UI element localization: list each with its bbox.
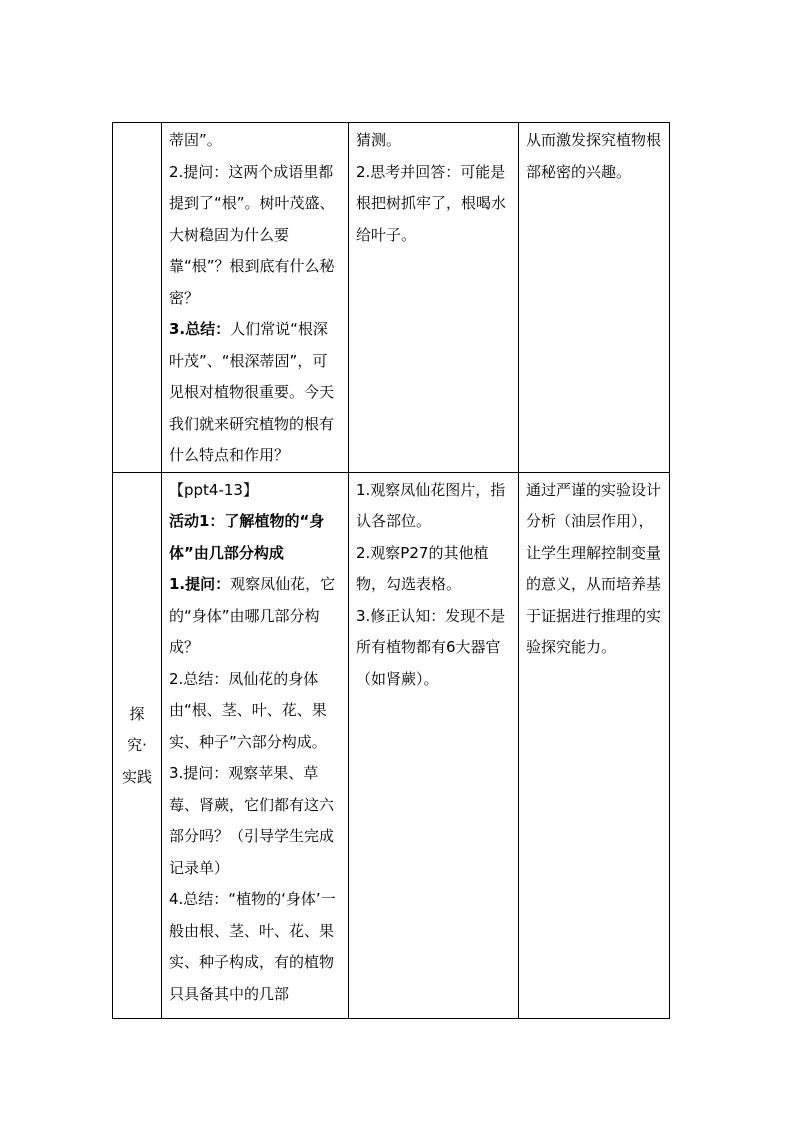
teacher-para: 2.提问：这两个成语里都提到了“根”。树叶茂盛、大树稳固为什么要靠“根”？根到底有什么秘密？ — [169, 162, 335, 307]
table-row — [113, 123, 670, 473]
teacher-para — [169, 314, 341, 472]
stage-label-line: 实践 — [121, 767, 152, 786]
student-para: 1.观察凤仙花图片，指认各部位。 — [356, 480, 506, 530]
teacher-para — [169, 569, 341, 664]
teacher-activity-cell — [162, 472, 349, 1018]
intent-para: 通过严谨的实验设计分析（油层作用），让学生理解控制变量的意义，从而培养基于证据进行推理的实验探究能力。 — [526, 480, 662, 656]
design-intent-cell — [519, 123, 670, 473]
teacher-para: 【ppt4-13】 — [169, 480, 258, 499]
table-row — [113, 472, 670, 1018]
para-rest: 人们常说“根深叶茂”、“根深蒂固”，可见根对植物很重要。今天我们就来研究植物的根有什么特点和作用？ — [169, 320, 335, 464]
para-rest: 观察凤仙花，它的“身体”由哪几部分构成？ — [169, 575, 336, 656]
bold-lead: 3.总结： — [169, 320, 231, 338]
stage-cell — [113, 123, 162, 473]
design-intent-cell — [519, 472, 670, 1018]
student-para: 猜测。 — [356, 131, 402, 149]
stage-cell — [113, 472, 162, 1018]
stage-label-line: 究· — [127, 736, 147, 755]
stage-label-line: 探 — [129, 704, 145, 723]
teacher-para: 4.总结：“植物的‘身体’一般由根、茎、叶、花、果实、种子构成，有的植物只具备其中的几部 — [169, 890, 336, 1003]
teacher-activity-cell — [162, 123, 349, 473]
activity-heading: 活动1：了解植物的“身体”由几部分构成 — [169, 512, 325, 562]
student-activity-cell — [349, 472, 519, 1018]
student-activity-cell — [349, 123, 519, 473]
student-para: 2.思考并回答：可能是根把树抓牢了，根喝水给叶子。 — [356, 162, 507, 244]
intent-para: 从而激发探究植物根部秘密的兴趣。 — [526, 131, 662, 181]
lesson-plan-table — [112, 122, 670, 1019]
teacher-para: 蒂固”。 — [169, 131, 222, 149]
student-para: 2.观察P27的其他植物，勾选表格。 — [356, 543, 489, 593]
student-para: 3.修正认知：发现不是所有植物都有6大器官（如肾蕨）。 — [356, 606, 506, 688]
teacher-para: 2.总结：凤仙花的身体由“根、茎、叶、花、果实、种子”六部分构成。 — [169, 669, 327, 751]
bold-lead: 1.提问： — [169, 575, 231, 593]
teacher-para: 3.提问：观察苹果、草莓、肾蕨，它们都有这六部分吗？（引导学生完成记录单） — [169, 764, 335, 877]
